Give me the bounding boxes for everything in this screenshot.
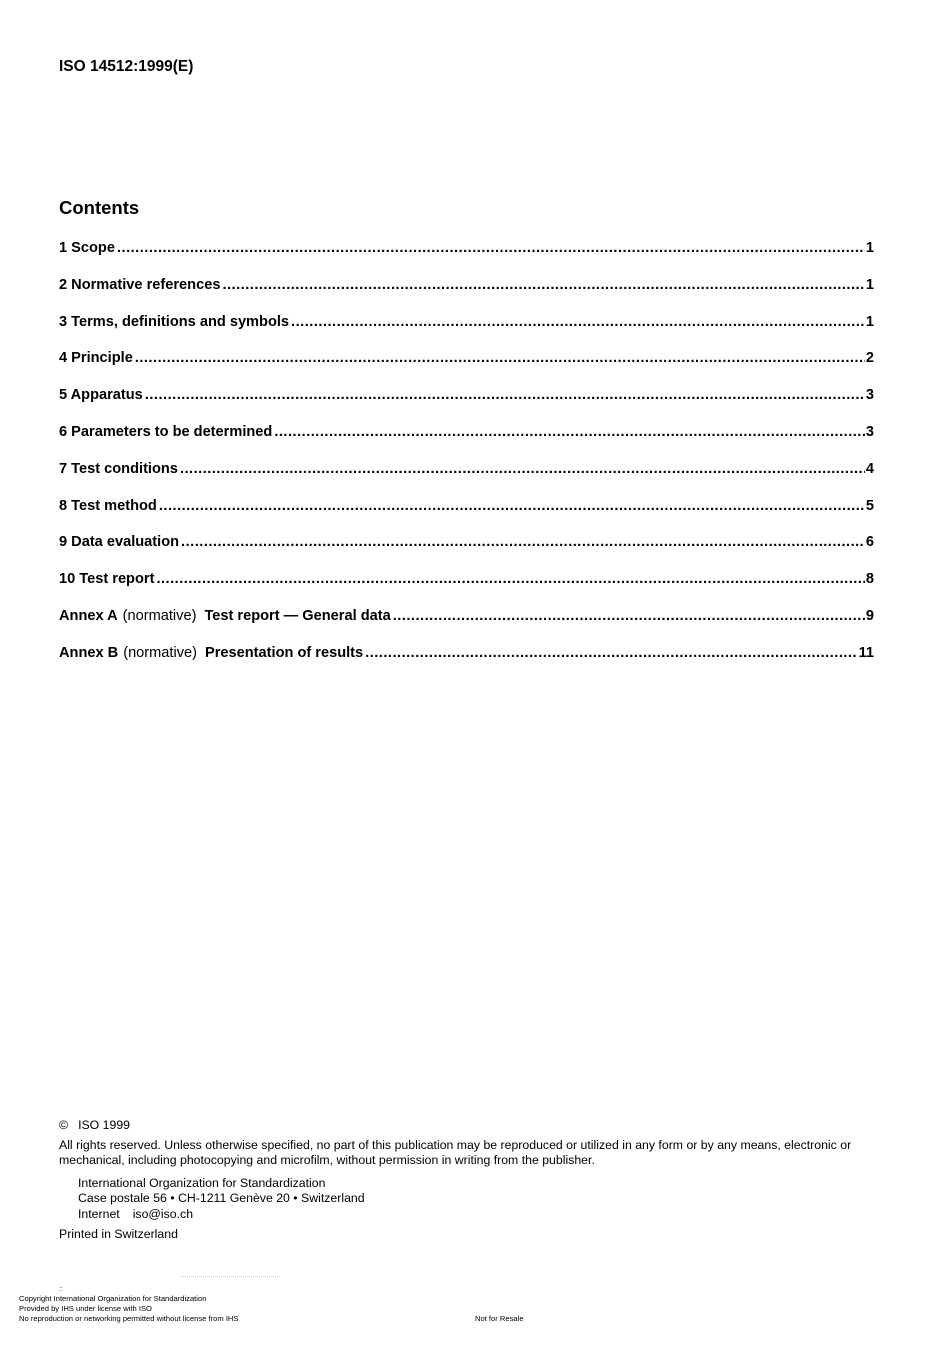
toc-entry-parameters[interactable] (59, 424, 874, 461)
toc-leader-dots (274, 424, 865, 440)
scan-artifact (181, 1276, 280, 1280)
toc-annex-label: Annex B (59, 644, 119, 661)
toc-entry-page: 6 (865, 534, 874, 551)
toc-entry-page: 3 (865, 387, 874, 404)
toc-annex-title: Presentation of results (205, 644, 364, 661)
toc-entry-page: 5 (865, 497, 874, 514)
toc-entry-title: 7 Test conditions (59, 460, 178, 477)
footnote-line: No reproduction or networking permitted without license from IHS (19, 1313, 239, 1323)
toc-entry-title: 10 Test report (59, 571, 155, 588)
org-name: International Organization for Standardization (78, 1176, 326, 1190)
toc-leader-dots (180, 461, 865, 477)
table-of-contents (59, 240, 874, 682)
toc-leader-dots (365, 645, 857, 661)
toc-entry-page: 1 (865, 240, 874, 256)
toc-entry-annex-b[interactable] (59, 645, 874, 682)
toc-entry-terms[interactable] (59, 314, 874, 351)
toc-entry-page: 2 (865, 350, 874, 367)
toc-annex-type: (normative) (122, 607, 197, 624)
publisher-address (78, 1176, 365, 1222)
scan-artifact-dots: :: (59, 1286, 63, 1293)
toc-entry-page: 9 (865, 607, 874, 624)
toc-entry-test-method[interactable] (59, 498, 874, 535)
org-postal-address: Case postale 56 • CH-1211 Genève 20 • Switzerland (78, 1191, 365, 1206)
footnote-line: Provided by IHS under license with ISO (19, 1303, 152, 1313)
toc-annex-type: (normative) (123, 644, 197, 661)
toc-entry-page: 3 (865, 423, 874, 440)
toc-annex-title: Test report — General data (204, 607, 391, 624)
toc-entry-page: 1 (865, 313, 874, 330)
toc-entry-title: 9 Data evaluation (59, 534, 180, 551)
toc-entry-title: 5 Apparatus (59, 387, 143, 404)
toc-entry-page: 4 (865, 460, 874, 477)
toc-entry-scope[interactable] (59, 240, 874, 277)
toc-entry-title: 4 Principle (59, 350, 133, 367)
toc-leader-dots (291, 314, 865, 330)
toc-entry-title: 6 Parameters to be determined (59, 423, 273, 440)
toc-leader-dots (117, 240, 865, 256)
toc-leader-dots (393, 608, 865, 624)
toc-entry-principle[interactable] (59, 350, 874, 387)
printed-in: Printed in Switzerland (59, 1227, 178, 1241)
toc-leader-dots (222, 277, 864, 293)
toc-entry-page: 1 (865, 276, 874, 293)
copyright-text: ISO 1999 (78, 1118, 131, 1132)
internet-email[interactable]: iso@iso.ch (132, 1206, 194, 1221)
toc-leader-dots (181, 534, 865, 550)
copyright-line (59, 1118, 130, 1132)
rights-statement: All rights reserved. Unless otherwise specified, no part of this publication may be reproduced or utilized in any form or by any means, electronic or mechanical, including photocopying and microfilm, without permission in writing from the publisher. (59, 1138, 852, 1168)
toc-entry-apparatus[interactable] (59, 387, 874, 424)
toc-entry-normative-references[interactable] (59, 277, 874, 314)
toc-entry-title: 2 Normative references (59, 276, 221, 293)
toc-entry-data-evaluation[interactable] (59, 534, 874, 571)
contents-heading: Contents (59, 197, 140, 218)
toc-entry-page: 8 (865, 571, 874, 588)
toc-entry-test-report[interactable] (59, 571, 874, 608)
copyright-symbol: © (59, 1118, 69, 1132)
org-internet (78, 1207, 365, 1222)
toc-entry-annex-a[interactable] (59, 608, 874, 645)
toc-leader-dots (135, 350, 865, 366)
toc-leader-dots (145, 387, 865, 403)
footnote-line: Copyright International Organization for Standardization (19, 1294, 207, 1303)
toc-leader-dots (159, 498, 865, 514)
toc-entry-title: 1 Scope (59, 240, 115, 256)
toc-entry-page: 11 (858, 644, 874, 661)
toc-entry-title: 8 Test method (59, 497, 157, 514)
toc-leader-dots (156, 571, 864, 587)
toc-annex-label: Annex A (59, 607, 118, 624)
internet-label: Internet (78, 1206, 120, 1221)
toc-entry-title: 3 Terms, definitions and symbols (59, 313, 290, 330)
document-id: ISO 14512:1999(E) (59, 58, 194, 75)
toc-entry-test-conditions[interactable] (59, 461, 874, 498)
license-footnote (19, 1294, 238, 1323)
not-for-resale-note: Not for Resale (475, 1314, 524, 1323)
